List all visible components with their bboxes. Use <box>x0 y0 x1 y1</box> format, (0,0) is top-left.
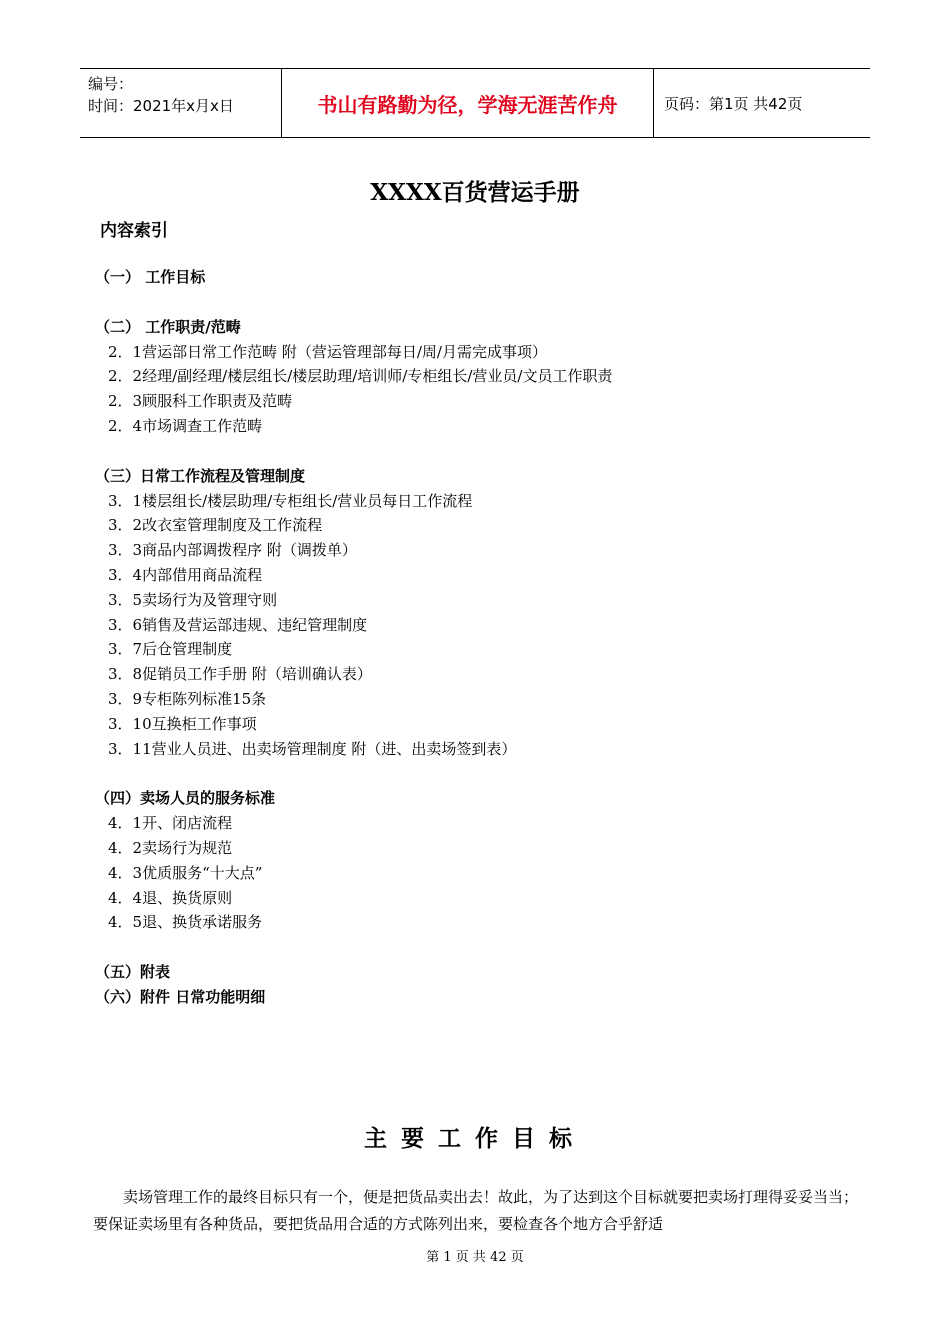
toc-section-2: （二） 工作职责/范畴 <box>95 317 241 336</box>
page-header <box>80 68 870 138</box>
toc-item: 4．3优质服务“十大点” <box>108 863 263 882</box>
toc-section-4: （四）卖场人员的服务标准 <box>95 789 276 808</box>
toc-section-3: （三）日常工作流程及管理制度 <box>95 466 306 485</box>
toc-item: 4．2卖场行为规范 <box>108 838 233 857</box>
toc-item: 2．4市场调查工作范畴 <box>108 416 263 435</box>
toc-section-5: （五）附表 <box>95 963 171 982</box>
header-page-info: 页码：第1页 共42页 <box>664 94 803 113</box>
toc-item: 3．11营业人员进、出卖场管理制度 附（进、出卖场签到表） <box>108 739 517 758</box>
toc-item: 2．1营运部日常工作范畴 附（营运管理部每日/周/月需完成事项） <box>108 342 547 361</box>
table-of-contents <box>95 265 895 1010</box>
toc-item: 3．7后仓管理制度 <box>108 640 233 659</box>
header-meta <box>80 69 282 137</box>
index-title: 内容索引 <box>100 221 168 241</box>
document-title: XXXX百货营运手册 <box>370 179 580 206</box>
toc-item: 2．3顾服科工作职责及范畴 <box>108 392 293 411</box>
toc-section-1: （一） 工作目标 <box>95 268 206 286</box>
body-paragraph: 卖场管理工作的最终目标只有一个，便是把货品卖出去！故此，为了达到这个目标就要把卖场打理得妥妥当当；要保证卖场里有各种货品，要把货品用合适的方式陈列出来，要检查各个地方合乎舒适 <box>93 1188 859 1233</box>
page-footer: 第 1 页 共 42 页 <box>426 1250 524 1265</box>
toc-item: 3．3商品内部调拨程序 附（调拨单） <box>108 541 357 560</box>
toc-item: 4．4退、换货原则 <box>108 888 233 907</box>
toc-item: 2．2经理/副经理/楼层组长/楼层助理/培训师/专柜组长/营业员/文员工作职责 <box>108 367 613 386</box>
toc-item: 3．5卖场行为及管理守则 <box>108 590 278 609</box>
main-goal-title: 主要工作目标 <box>364 1126 586 1152</box>
toc-item: 3．10互换柜工作事项 <box>108 714 257 733</box>
toc-item: 3．4内部借用商品流程 <box>108 565 263 584</box>
toc-section-6: （六）附件 日常功能明细 <box>95 987 266 1006</box>
header-number: 编号： <box>88 75 134 93</box>
header-time: 时间：2021年x月x日 <box>88 97 234 115</box>
toc-item: 4．5退、换货承诺服务 <box>108 913 263 932</box>
toc-item: 3．6销售及营运部违规、违纪管理制度 <box>108 615 368 634</box>
toc-item: 3．9专柜陈列标准15条 <box>108 689 267 708</box>
toc-item: 4．1开、闭店流程 <box>108 814 233 833</box>
toc-item: 3．1楼层组长/楼层助理/专柜组长/营业员每日工作流程 <box>108 491 473 510</box>
toc-item: 3．2改衣室管理制度及工作流程 <box>108 516 323 535</box>
header-motto: 书山有路勤为径，学海无涯苦作舟 <box>282 69 654 137</box>
toc-item: 3．8促销员工作手册 附（培训确认表） <box>108 665 372 684</box>
